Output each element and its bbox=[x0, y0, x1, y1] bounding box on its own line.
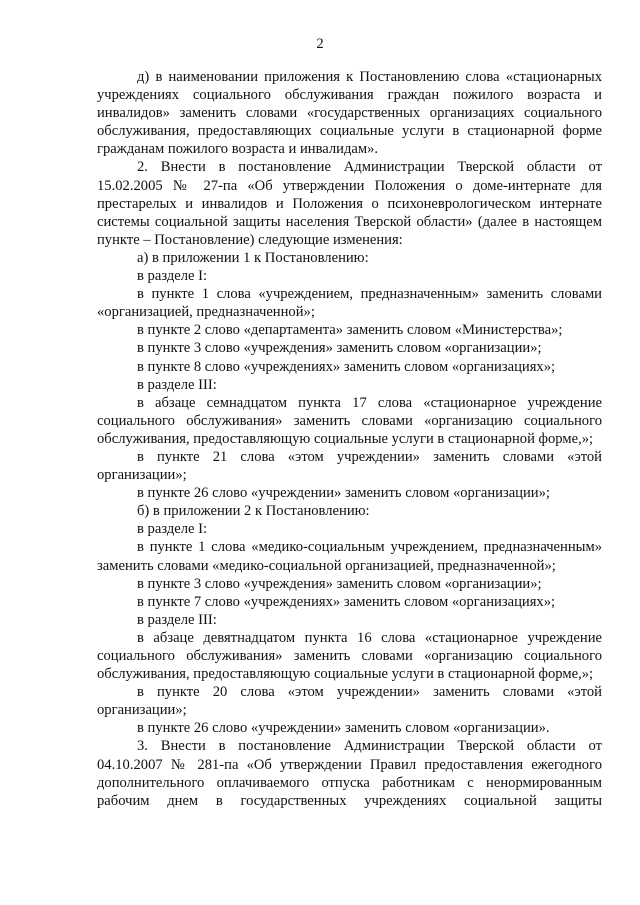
paragraph-section-3: в разделе III: bbox=[137, 376, 217, 393]
paragraph-item-3-intro: 3. Внести в постановление Администрации Тверской области от 04.10.2007 № 281-па «Об утверждении Правил предоставления ежегодного дополнительного оплачиваемого отпуска работникам с ненормированным рабочим днем в государственных учреждениях социальной защиты bbox=[97, 738, 602, 809]
paragraph-point-21: в пункте 21 слова «этом учреждении» заменить словами «этой организации»; bbox=[97, 448, 602, 484]
paragraph-a-appendix-1: а) в приложении 1 к Постановлению: bbox=[137, 249, 369, 266]
paragraph-point-8: в пункте 8 слово «учреждениях» заменить словом «организациях»; bbox=[137, 358, 556, 375]
paragraph-section-1-b: в разделе I: bbox=[137, 521, 208, 538]
paragraph-b-appendix-2: б) в приложении 2 к Постановлению: bbox=[137, 503, 370, 520]
paragraph-d-appendix-name: д) в наименовании приложения к Постановлению слова «стационарных учреждениях социального обслуживания граждан пожилого возраста и инвалидов» заменить словами «государственных организациях социального обслуживания, предоставляющих социальные услуги в стационарной форме гражданам пожилого возраста и инвалидам». bbox=[97, 69, 602, 158]
document-body bbox=[97, 68, 602, 810]
paragraph-point-16-b: в абзаце девятнадцатом пункта 16 слова «стационарное учреждение социального обслуживания» заменить словами «организацию социального обслуживания, предоставляющую социальные услуги в стационарной форме,»; bbox=[97, 629, 602, 683]
paragraph-point-3: в пункте 3 слово «учреждения» заменить словом «организации»; bbox=[137, 340, 542, 357]
paragraph-point-26-b: в пункте 26 слово «учреждении» заменить словом «организации». bbox=[137, 720, 550, 737]
paragraph-section-3-b: в разделе III: bbox=[137, 611, 217, 628]
paragraph-point-1-b: в пункте 1 слова «медико-социальным учреждением, предназначенным» заменить словами «медико-социальной организацией, предназначенной»; bbox=[97, 539, 602, 574]
paragraph-point-1: в пункте 1 слова «учреждением, предназначенным» заменить словами «организацией, предназначенной»; bbox=[97, 286, 602, 321]
paragraph-point-2: в пункте 2 слово «департамента» заменить словом «Министерства»; bbox=[137, 322, 563, 339]
paragraph-section-1: в разделе I: bbox=[137, 268, 208, 285]
page-number: 2 bbox=[316, 36, 324, 52]
paragraph-point-3-b: в пункте 3 слово «учреждения» заменить словом «организации»; bbox=[137, 575, 542, 592]
paragraph-point-7-b: в пункте 7 слово «учреждениях» заменить словом «организациях»; bbox=[137, 593, 556, 610]
paragraph-point-17: в абзаце семнадцатом пункта 17 слова «стационарное учреждение социального обслуживания» заменить словами «организацию социального обслуживания, предоставляющую социальные услуги в стационарной форме,»; bbox=[97, 394, 602, 447]
paragraph-point-26: в пункте 26 слово «учреждении» заменить словом «организации»; bbox=[137, 485, 550, 502]
paragraph-item-2-intro: 2. Внести в постановление Администрации Тверской области от 15.02.2005 № 27-па «Об утверждении Положения о доме-интернате для престарелых и инвалидов и Положения о психоневрологическом интернате системы социальной защиты населения Тверской области» (далее в настоящем пункте – Постановление) следующие изменения: bbox=[97, 159, 602, 248]
paragraph-point-20-b: в пункте 20 слова «этом учреждении» заменить словами «этой организации»; bbox=[97, 684, 602, 719]
